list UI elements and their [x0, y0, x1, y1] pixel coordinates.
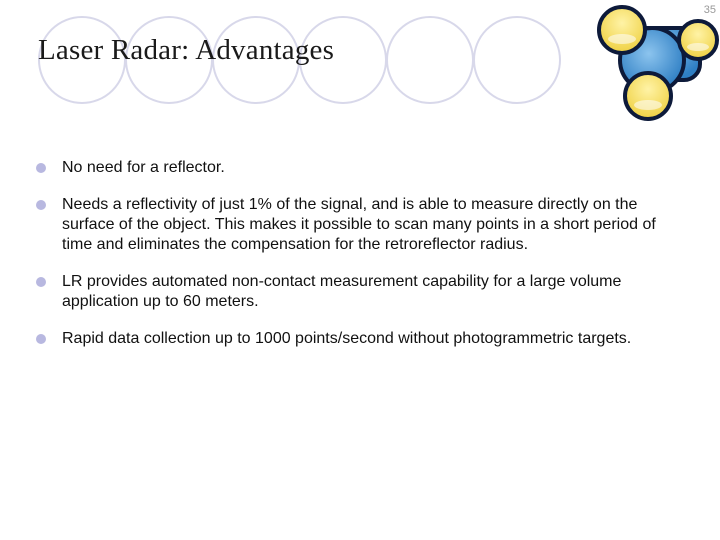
bullet-dot-icon — [36, 334, 46, 344]
bullet-text: LR provides automated non-contact measurement capability for a large volume application up to 60 meters. — [62, 273, 622, 310]
bullet-text: No need for a reflector. — [62, 159, 225, 176]
bullet-item — [36, 158, 676, 178]
bullet-list — [36, 158, 676, 366]
bullet-text: Needs a reflectivity of just 1% of the signal, and is able to measure directly on the surface of the object. This makes it possible to scan many points in a short period of time and eliminates the compensation for the retroreflector radius. — [62, 196, 656, 253]
decor-ring — [387, 17, 473, 103]
bullet-item — [36, 272, 676, 312]
decor-ring — [474, 17, 560, 103]
bullet-dot-icon — [36, 277, 46, 287]
molecule-logo-icon — [590, 0, 720, 125]
slide-title: Laser Radar: Advantages — [38, 34, 335, 66]
bullet-dot-icon — [36, 163, 46, 173]
bullet-text: Rapid data collection up to 1000 points/second without photogrammetric targets. — [62, 330, 632, 347]
bullet-item — [36, 195, 676, 255]
page-number: 35 — [703, 4, 716, 16]
bullet-item — [36, 329, 676, 349]
bullet-dot-icon — [36, 200, 46, 210]
